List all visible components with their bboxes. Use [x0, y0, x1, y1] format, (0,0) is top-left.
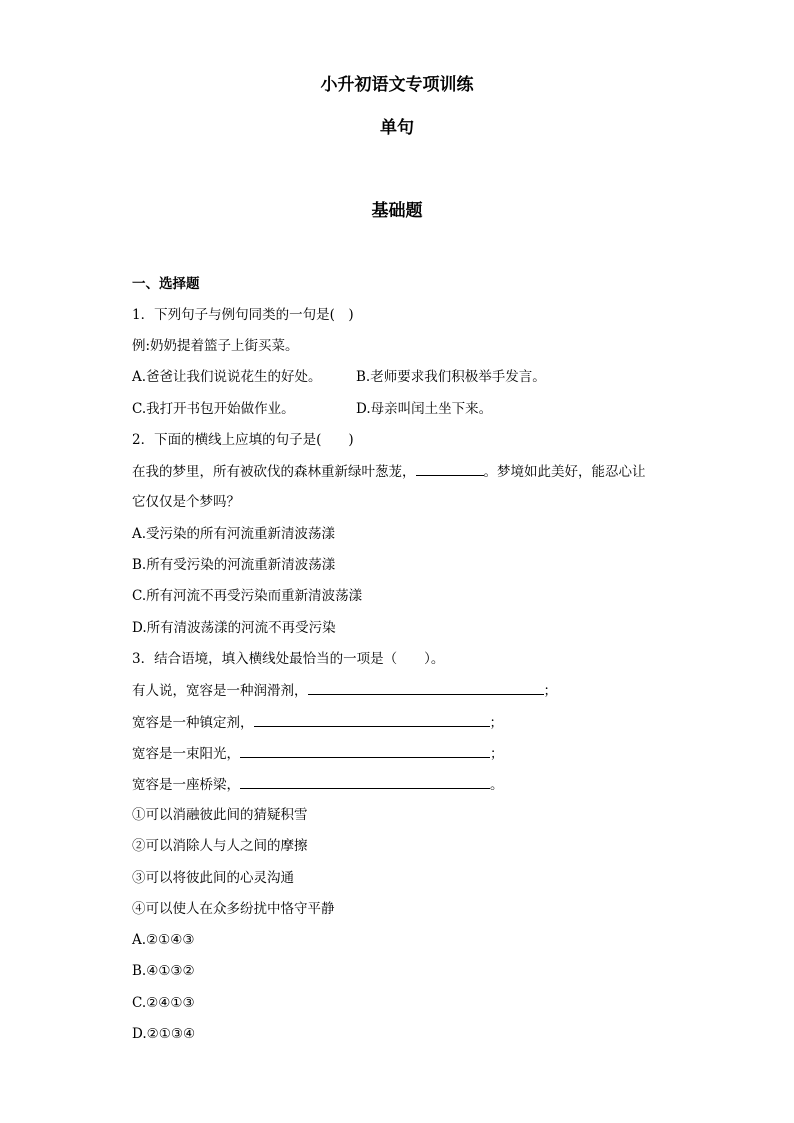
- q3-item-4: ④可以使人在众多纷扰中恪守平静: [132, 901, 335, 917]
- q2-option-c: C.所有河流不再受污染而重新清波荡漾: [132, 588, 363, 604]
- level-title: 基础题: [371, 201, 423, 221]
- q1-option-b: B.老师要求我们积极举手发言。: [356, 369, 546, 385]
- section-heading: 一、选择题: [132, 276, 200, 292]
- q3-line-1-post: ；: [543, 683, 557, 699]
- q3-blank-3: [240, 743, 490, 758]
- q3-blank-2: [254, 712, 490, 727]
- q3-line-4: [132, 774, 504, 795]
- q3-option-a: A.②①④③: [132, 932, 195, 948]
- q3-line-2-pre: 宽容是一种镇定剂，: [132, 715, 254, 731]
- q3-option-c: C.②④①③: [132, 995, 195, 1011]
- q2-option-d: D.所有清波荡漾的河流不再受污染: [132, 620, 336, 636]
- q2-option-a: A.受污染的所有河流重新清波荡漾: [132, 526, 336, 542]
- q3-line-1: [132, 680, 557, 701]
- q2-context-1a: 在我的梦里，所有被砍伐的森林重新绿叶葱茏，: [132, 464, 416, 480]
- q3-line-3: [132, 743, 504, 764]
- q1-option-d: D.母亲叫闰土坐下来。: [356, 401, 493, 417]
- q1-option-a: A.爸爸让我们说说花生的好处。: [132, 369, 322, 385]
- q3-line-3-pre: 宽容是一束阳光，: [132, 746, 240, 762]
- q3-option-b: B.④①③②: [132, 963, 195, 979]
- q2-context-1b: 。梦境如此美好，能忍心让: [483, 464, 646, 480]
- q3-line-1-pre: 有人说，宽容是一种润滑剂，: [132, 683, 308, 699]
- main-title: 小升初语文专项训练: [320, 75, 474, 95]
- q3-item-3: ③可以将彼此间的心灵沟通: [132, 870, 294, 886]
- q3-stem: 3．结合语境，填入横线处最恰当的一项是（ ）。: [132, 651, 445, 667]
- q3-item-2: ②可以消除人与人之间的摩擦: [132, 838, 308, 854]
- q3-item-1: ①可以消融彼此间的猜疑积雪: [132, 807, 308, 823]
- q2-context-line-2: 它仅仅是个梦吗？: [132, 494, 240, 510]
- q3-line-3-post: ；: [490, 746, 504, 762]
- q3-line-2: [132, 712, 503, 733]
- q3-line-4-pre: 宽容是一座桥梁，: [132, 777, 240, 793]
- q1-option-c: C.我打开书包开始做作业。: [132, 401, 295, 417]
- q1-stem: 1．下列句子与例句同类的一句是( ): [132, 307, 354, 323]
- q2-option-b: B.所有受污染的河流重新清波荡漾: [132, 557, 336, 573]
- q3-line-2-post: ；: [489, 715, 503, 731]
- q3-blank-4: [240, 774, 490, 789]
- q1-example: 例:奶奶提着篮子上街买菜。: [132, 338, 299, 354]
- sub-title: 单句: [380, 118, 414, 138]
- q3-option-d: D.②①③④: [132, 1026, 196, 1042]
- q3-line-4-post: 。: [490, 777, 504, 793]
- q2-context-line-1: [132, 461, 646, 482]
- q3-blank-1: [308, 680, 544, 695]
- q2-stem: 2．下面的横线上应填的句子是( ): [132, 432, 354, 448]
- q2-blank: [416, 461, 484, 476]
